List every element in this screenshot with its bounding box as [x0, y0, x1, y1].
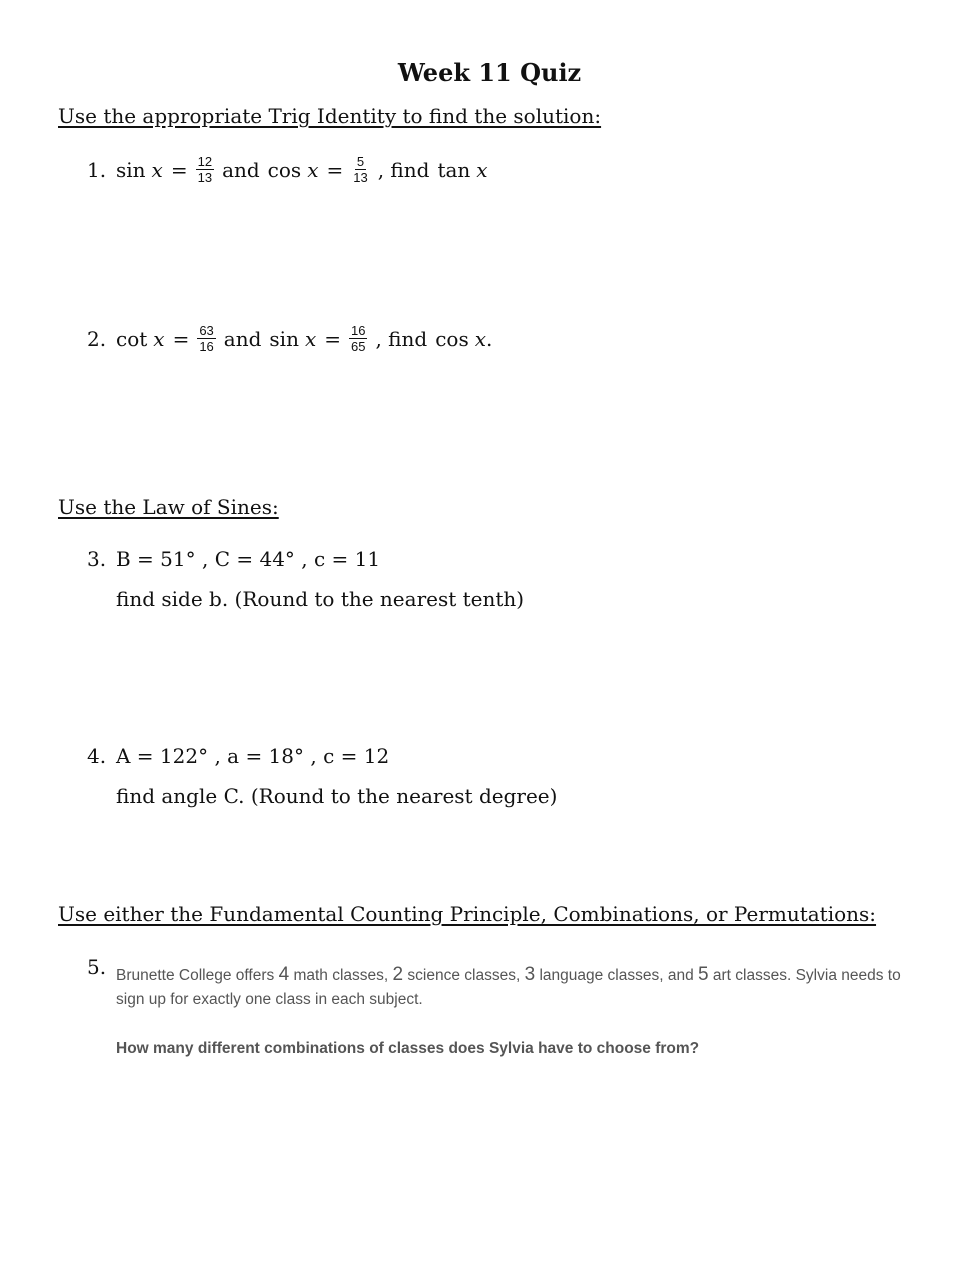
- prompt-number: 2: [392, 964, 404, 985]
- prompt-text: math classes,: [289, 967, 393, 984]
- function-name: cos: [267, 157, 302, 182]
- numerator: 16: [351, 323, 366, 338]
- prompt-number: 4: [278, 964, 290, 985]
- variable: x: [153, 326, 165, 351]
- prompt-text: language classes, and: [535, 967, 699, 984]
- equals-sign: =: [170, 157, 188, 182]
- question-given: A = 122° , a = 18° , c = 12: [116, 744, 390, 768]
- prompt-number: 3: [524, 964, 536, 985]
- question-5-ask: How many different combinations of classes does Sylvia have to choose from?: [116, 1040, 700, 1057]
- denominator: 13: [197, 170, 213, 185]
- section-heading-law-of-sines: Use the Law of Sines:: [58, 495, 279, 519]
- conjunction: and: [223, 326, 262, 351]
- function-name: sin: [116, 157, 146, 182]
- function-name: cos: [435, 326, 469, 351]
- question-2: [87, 323, 492, 354]
- find-text: , find: [377, 157, 430, 182]
- denominator: 65: [351, 339, 366, 354]
- question-number: 2.: [87, 326, 107, 351]
- prompt-number: 5: [698, 964, 709, 985]
- denominator: 16: [199, 339, 214, 354]
- prompt-text: science classes,: [403, 967, 525, 984]
- function-name: sin: [269, 326, 299, 351]
- variable: x: [476, 157, 488, 182]
- question-4-task: find angle C. (Round to the nearest degree): [116, 784, 558, 808]
- page-title: Week 11 Quiz: [397, 58, 582, 87]
- question-number: 5.: [87, 955, 107, 979]
- fraction: [349, 323, 367, 354]
- fraction: [196, 154, 214, 185]
- question-5-prompt: [116, 963, 916, 1012]
- variable: x: [151, 157, 163, 182]
- question-4: [87, 744, 389, 768]
- prompt-text: Brunette College offers: [116, 967, 279, 984]
- section-heading-counting: Use either the Fundamental Counting Principle, Combinations, or Permutations:: [58, 902, 877, 926]
- variable: x: [307, 157, 319, 182]
- fraction: [351, 154, 369, 185]
- prompt-text: art classes. Sylvia needs to sign up for exactly one class in each subject.: [116, 967, 901, 1008]
- variable: x: [304, 326, 317, 351]
- question-number: 4.: [87, 744, 107, 768]
- period: .: [486, 326, 493, 351]
- question-given: B = 51° , C = 44° , c = 11: [116, 547, 381, 571]
- equals-sign: =: [172, 326, 190, 351]
- variable: x: [474, 326, 487, 351]
- numerator: 12: [197, 154, 213, 169]
- find-text: , find: [375, 326, 428, 351]
- conjunction: and: [222, 157, 260, 182]
- denominator: 13: [353, 170, 368, 185]
- numerator: 63: [199, 323, 214, 338]
- function-name: cot: [116, 326, 148, 351]
- equals-sign: =: [324, 326, 341, 351]
- question-1: [87, 154, 488, 185]
- section-heading-trig-identity: Use the appropriate Trig Identity to find the solution:: [58, 104, 602, 128]
- question-number: 3.: [87, 547, 107, 571]
- question-number: 1.: [87, 157, 107, 182]
- numerator: 5: [356, 154, 365, 169]
- question-3: [87, 547, 380, 571]
- function-name: tan: [437, 157, 471, 182]
- fraction: [197, 323, 215, 354]
- question-3-task: find side b. (Round to the nearest tenth): [116, 587, 525, 611]
- equals-sign: =: [326, 157, 344, 182]
